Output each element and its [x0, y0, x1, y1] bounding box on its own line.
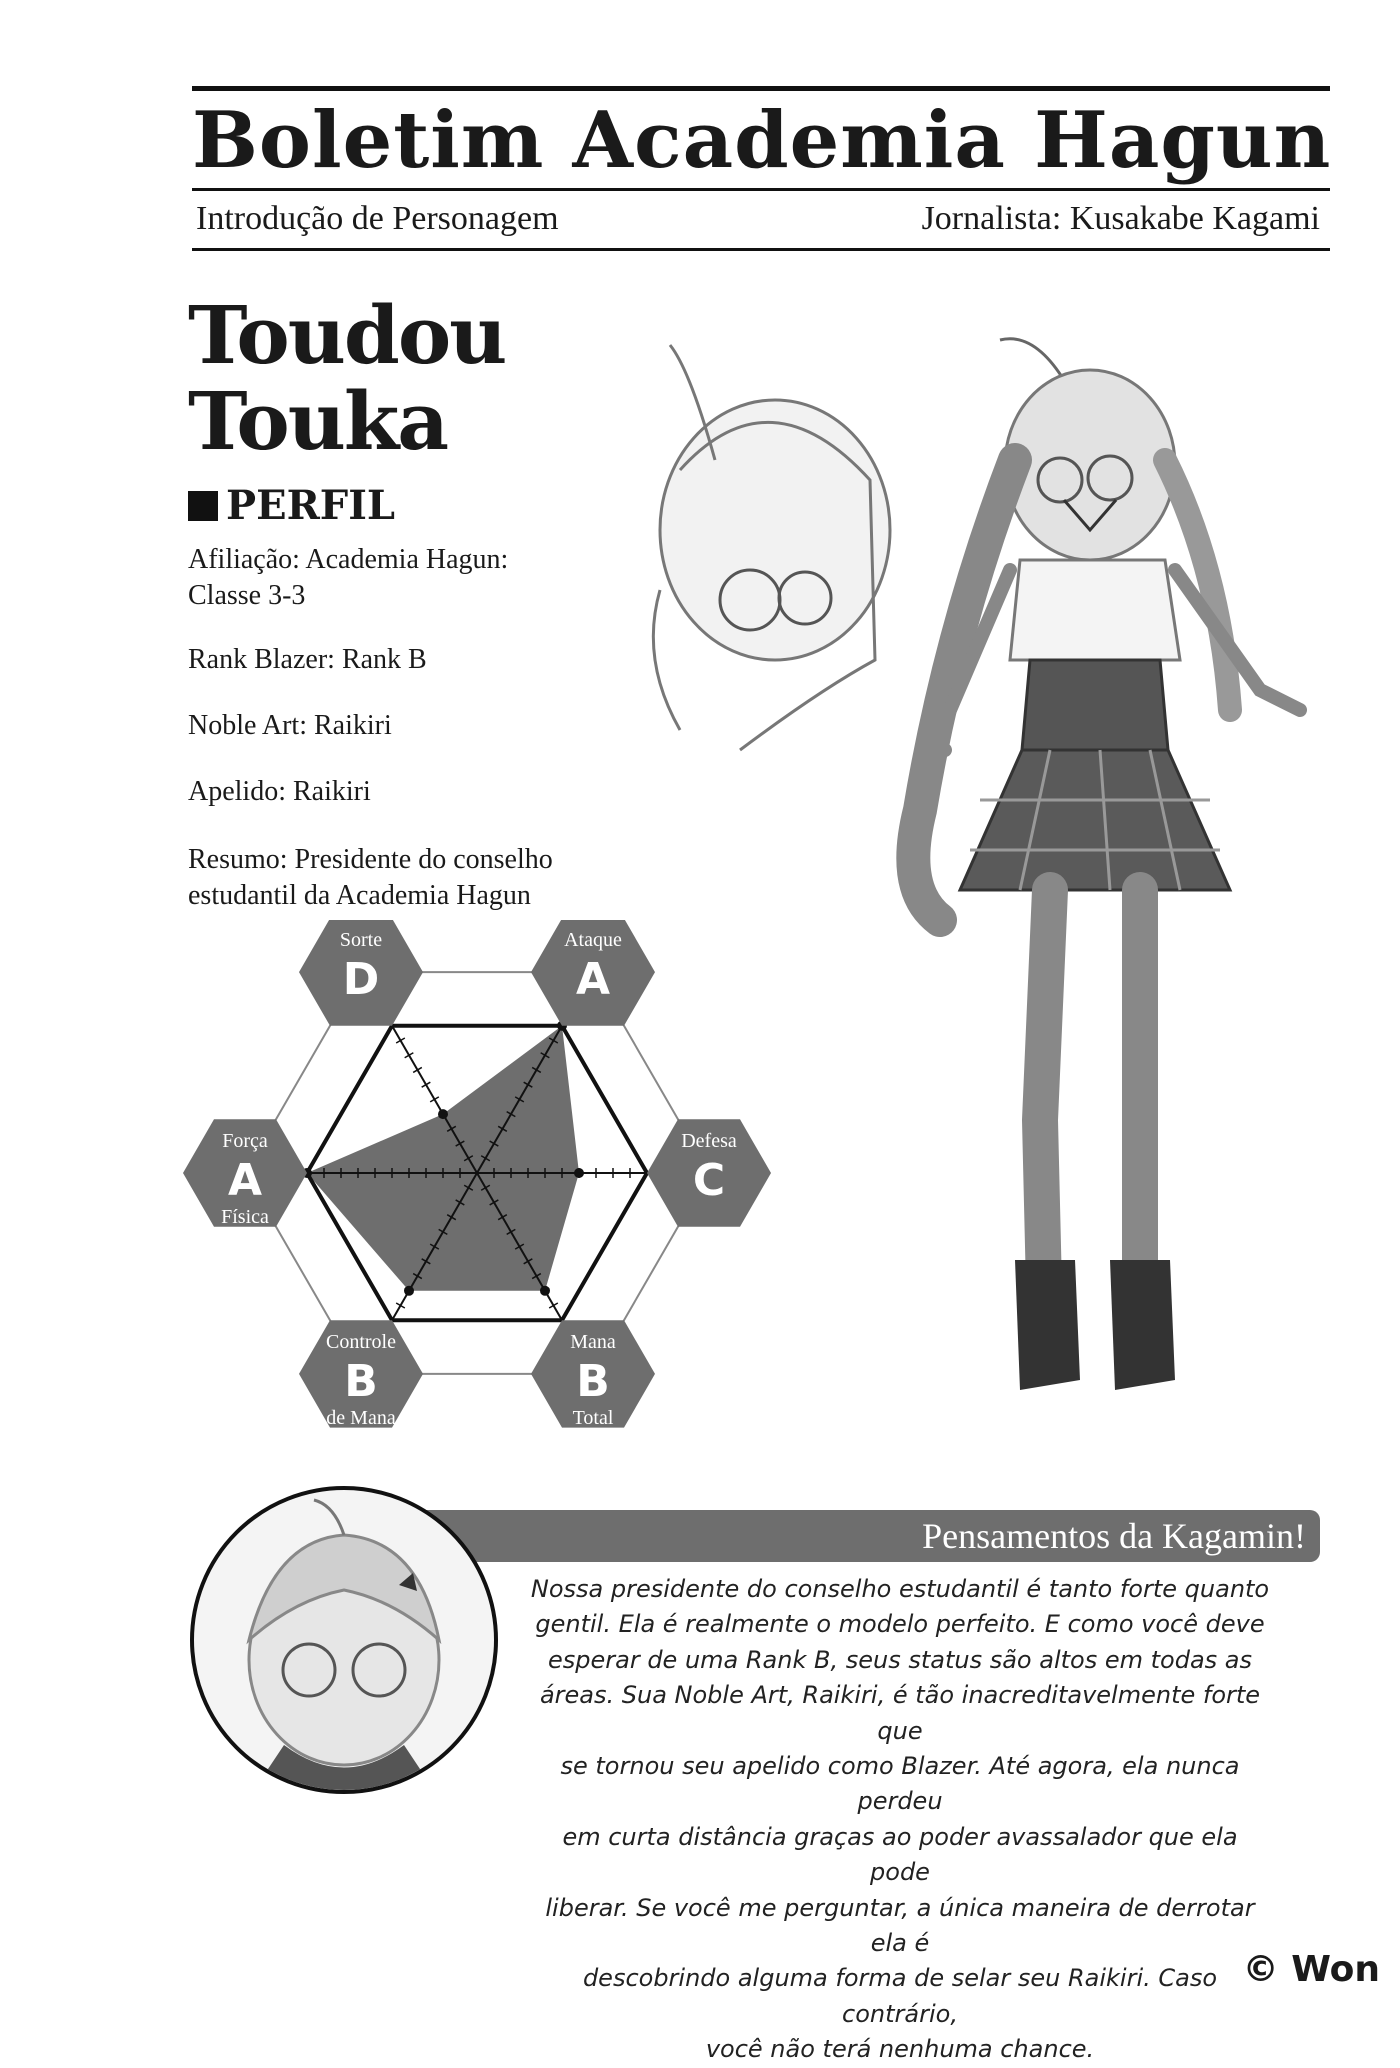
- affiliation-line1: Afiliação: Academia Hagun:: [188, 544, 509, 575]
- character-name: [188, 288, 588, 468]
- profile-heading: [188, 482, 395, 529]
- stat-value-point: [404, 1286, 414, 1296]
- full-body-figure: [913, 339, 1300, 1390]
- thoughts-line: você não terá nenhuma chance.: [705, 2035, 1095, 2064]
- stat-grade: D: [342, 954, 380, 1006]
- copyright-credit: © Won: [1242, 1949, 1380, 1990]
- journalist-label: Jornalista: Kusakabe Kagami: [921, 200, 1320, 237]
- stat-value-point: [438, 1109, 448, 1119]
- stat-grade: A: [575, 954, 611, 1006]
- head-sketch: [653, 345, 890, 750]
- stat-label-sub: de Mana: [326, 1406, 396, 1429]
- stat-value-point: [540, 1286, 550, 1296]
- thoughts-line: descobrindo alguma forma de selar seu Raikiri. Caso contrário,: [582, 1964, 1218, 2028]
- stat-label: Ataque: [564, 929, 622, 952]
- profile-heading-text: PERFIL: [226, 482, 396, 529]
- character-name-line1: Toudou: [188, 288, 506, 382]
- profile-rank: Rank Blazer: Rank B: [188, 644, 427, 675]
- stat-label: Sorte: [339, 929, 383, 952]
- character-name-line2: Touka: [188, 374, 448, 468]
- thoughts-line: Nossa presidente do conselho estudantil é tanto forte quanto: [530, 1575, 1270, 1603]
- thoughts-body: [530, 1572, 1270, 2068]
- stat-grade: A: [227, 1155, 263, 1206]
- stat-label-sub: Total: [572, 1406, 614, 1429]
- kagami-portrait: [190, 1486, 498, 1794]
- stat-label: Força: [222, 1130, 268, 1152]
- masthead-underline: [192, 188, 1330, 191]
- stat-value-point: [574, 1168, 584, 1178]
- thoughts-line: esperar de uma Rank B, seus status são altos em todas as: [547, 1645, 1252, 1674]
- summary-line2: estudantil da Academia Hagun: [188, 880, 531, 911]
- stat-grade: B: [344, 1355, 378, 1407]
- affiliation-line2: Classe 3-3: [188, 580, 306, 611]
- section-label: Introdução de Personagem: [196, 200, 559, 237]
- summary-line1: Resumo: Presidente do conselho: [188, 844, 553, 875]
- profile-nickname: Apelido: Raikiri: [188, 776, 371, 807]
- stat-label: Mana: [570, 1330, 616, 1353]
- thoughts-line: em curta distância graças ao poder avassalador que ela pode: [562, 1822, 1238, 1887]
- character-illustration: [620, 330, 1390, 1460]
- stat-grade: B: [576, 1355, 610, 1407]
- top-rule: [192, 86, 1330, 91]
- thoughts-line: se tornou seu apelido como Blazer. Até agora, ela nunca perdeu: [560, 1752, 1240, 1816]
- square-bullet-icon: [188, 491, 218, 521]
- thoughts-line: gentil. Ela é realmente o modelo perfeito. E como você deve: [535, 1610, 1265, 1639]
- thoughts-line: áreas. Sua Noble Art, Raikiri, é tão inacreditavelmente forte que: [539, 1681, 1261, 1745]
- stat-grade: C: [692, 1155, 726, 1206]
- header-bottom-rule: [192, 248, 1330, 251]
- stat-label-sub: Física: [221, 1206, 269, 1228]
- thoughts-line: liberar. Se você me perguntar, a única maneira de derrotar ela é: [545, 1893, 1255, 1958]
- stat-label: Controle: [326, 1330, 396, 1353]
- stat-label: Defesa: [681, 1130, 737, 1152]
- profile-affiliation: [188, 542, 618, 614]
- profile-noble-art: Noble Art: Raikiri: [188, 710, 392, 741]
- thoughts-header-bar: [400, 1510, 1320, 1562]
- profile-summary: [188, 842, 618, 914]
- masthead-title: Boletim Academia Hagun: [192, 95, 1332, 186]
- thoughts-title: Pensamentos da Kagamin!: [922, 1516, 1306, 1556]
- portrait-sketch: [194, 1490, 494, 1790]
